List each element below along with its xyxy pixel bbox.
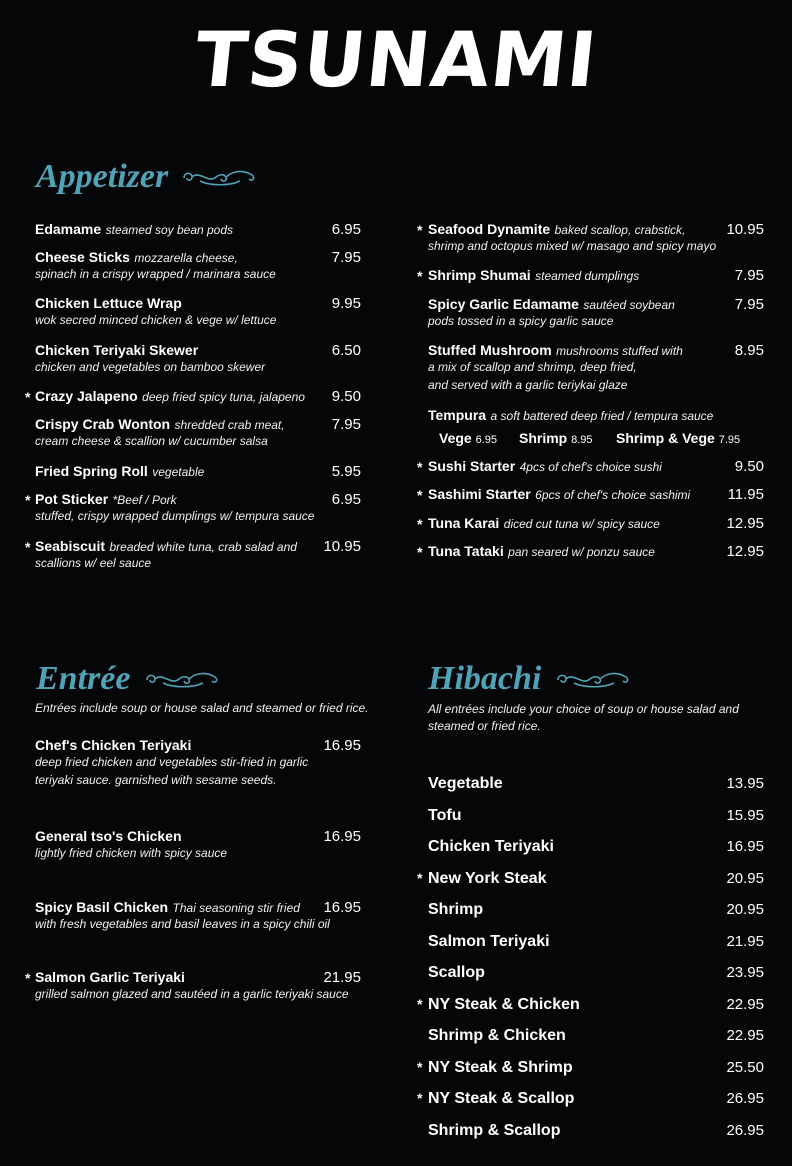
item-description: mozzarella cheese,	[134, 251, 238, 265]
hibachi-section-title	[428, 662, 635, 696]
hibachi-note-2: steamed or fried rice.	[428, 719, 541, 733]
hibachi-item-price: 20.95	[726, 901, 764, 918]
hibachi-item-price: 13.95	[726, 775, 764, 792]
item-price: 7.95	[331, 249, 361, 266]
item-price: 6.95	[331, 221, 361, 238]
item-name: Stuffed Mushroom	[428, 342, 552, 358]
item-price: 6.50	[331, 342, 361, 359]
menu-item	[35, 829, 182, 845]
item-name: Tuna Karai	[428, 515, 500, 531]
item-star: *	[25, 492, 31, 508]
item-description: steamed soy bean pods	[105, 223, 234, 237]
entree-title-text: Entrée	[36, 660, 131, 697]
item-price: 21.95	[323, 969, 361, 986]
item-name: Chef's Chicken Teriyaki	[35, 737, 192, 753]
hibachi-item-price: 22.95	[726, 1027, 764, 1044]
menu-item	[35, 296, 182, 312]
item-name: Spicy Garlic Edamame	[428, 296, 579, 312]
hibachi-item-name: Shrimp & Scallop	[428, 1122, 561, 1139]
hibachi-item-price: 25.50	[726, 1059, 764, 1076]
item-star: *	[417, 544, 423, 560]
item-description-line: scallions w/ eel sauce	[35, 556, 152, 570]
hibachi-note: All entrées include your choice of soup or house salad and	[428, 702, 739, 716]
item-description-line: and served with a garlic teriykai glaze	[428, 378, 628, 392]
item-star: *	[417, 268, 423, 284]
item-star: *	[25, 539, 31, 555]
item-star: *	[417, 1059, 423, 1075]
item-star: *	[417, 870, 423, 886]
item-name: Tuna Tataki	[428, 543, 504, 559]
item-description: vegetable	[152, 465, 205, 479]
menu-item	[428, 516, 660, 532]
menu-item	[35, 417, 285, 433]
menu-item	[428, 268, 639, 284]
ornamental-flourish-icon	[553, 668, 635, 690]
menu-item	[35, 464, 204, 480]
item-name: Chicken Lettuce Wrap	[35, 295, 182, 311]
hibachi-item-name: New York Steak	[428, 870, 547, 887]
menu-item	[428, 297, 675, 313]
item-description-line: lightly fried chicken with spicy sauce	[35, 846, 228, 860]
item-price: 10.95	[323, 538, 361, 555]
item-price: 16.95	[323, 737, 361, 754]
tempura-option	[519, 430, 593, 446]
item-price: 9.50	[734, 458, 764, 475]
menu-item	[428, 222, 685, 238]
brand-logo: TSUNAMI	[190, 15, 602, 104]
ornamental-flourish-icon	[180, 166, 260, 188]
item-description-line: teriyaki sauce. garnished with sesame seeds.	[35, 773, 277, 787]
appetizer-section-title	[36, 160, 260, 194]
hibachi-item-price: 22.95	[726, 996, 764, 1013]
menu-item	[35, 738, 191, 754]
item-description-line: cream cheese & scallion w/ cucumber salsa	[35, 434, 268, 448]
item-name: Tempura	[428, 407, 487, 423]
hibachi-item-name: Shrimp & Chicken	[428, 1027, 566, 1044]
item-description-line: spinach in a crispy wrapped / marinara sauce	[35, 267, 276, 281]
item-price: 5.95	[331, 463, 361, 480]
item-name: Sashimi Starter	[428, 486, 531, 502]
item-description-line: chicken and vegetables on bamboo skewer	[35, 360, 266, 374]
hibachi-item-price: 26.95	[726, 1090, 764, 1107]
item-name: Sushi Starter	[428, 458, 516, 474]
item-description: diced cut tuna w/ spicy sauce	[503, 517, 660, 531]
item-star: *	[417, 222, 423, 238]
item-star: *	[417, 459, 423, 475]
item-name: Pot Sticker	[35, 491, 109, 507]
tempura-option-name: Vege	[439, 430, 472, 446]
item-price: 12.95	[726, 543, 764, 560]
hibachi-item-name: Shrimp	[428, 901, 484, 918]
menu-item	[428, 408, 713, 424]
hibachi-item-price: 15.95	[726, 807, 764, 824]
item-name: Edamame	[35, 221, 102, 237]
item-description: sautéed soybean	[583, 298, 675, 312]
tempura-option	[439, 430, 497, 446]
item-description: *Beef / Pork	[112, 493, 177, 507]
item-name: Cheese Sticks	[35, 249, 130, 265]
item-name: Fried Spring Roll	[35, 463, 148, 479]
item-description: mushrooms stuffed with	[556, 344, 683, 358]
item-description-line: shrimp and octopus mixed w/ masago and spicy mayo	[428, 239, 717, 253]
item-name: Crazy Jalapeno	[35, 388, 138, 404]
item-price: 6.95	[331, 491, 361, 508]
menu-item	[428, 487, 690, 503]
hibachi-item-price: 16.95	[726, 838, 764, 855]
item-price: 9.95	[331, 295, 361, 312]
hibachi-title-text: Hibachi	[428, 660, 542, 697]
item-price: 10.95	[726, 221, 764, 238]
item-price: 7.95	[331, 416, 361, 433]
tempura-option-name: Shrimp	[519, 430, 568, 446]
hibachi-item-name: Chicken Teriyaki	[428, 838, 554, 855]
tempura-option-price: 6.95	[475, 434, 498, 446]
item-description-line: a mix of scallop and shrimp, deep fried,	[428, 360, 637, 374]
item-description: pan seared w/ ponzu sauce	[508, 545, 655, 559]
item-name: Seabiscuit	[35, 538, 106, 554]
hibachi-item-name: NY Steak & Scallop	[428, 1090, 575, 1107]
item-description: 6pcs of chef's choice sashimi	[535, 488, 691, 502]
item-price: 12.95	[726, 515, 764, 532]
hibachi-item-name: Vegetable	[428, 775, 503, 792]
item-description: shredded crab meat,	[174, 418, 285, 432]
item-name: Crispy Crab Wonton	[35, 416, 171, 432]
hibachi-item-name: Scallop	[428, 964, 485, 981]
menu-item	[35, 492, 177, 508]
tempura-option-price: 8.95	[571, 434, 593, 446]
hibachi-item-name: Salmon Teriyaki	[428, 933, 550, 950]
hibachi-item-price: 21.95	[726, 933, 764, 950]
item-star: *	[25, 970, 31, 986]
item-description: deep fried spicy tuna, jalapeno	[142, 390, 305, 404]
item-price: 11.95	[727, 486, 764, 503]
menu-item	[428, 459, 662, 475]
menu-item	[35, 900, 300, 916]
menu-item	[428, 343, 683, 359]
hibachi-item-price: 20.95	[726, 870, 764, 887]
item-price: 16.95	[323, 828, 361, 845]
item-description: steamed dumplings	[535, 269, 640, 283]
item-star: *	[417, 996, 423, 1012]
item-price: 7.95	[734, 296, 764, 313]
item-price: 8.95	[734, 342, 764, 359]
item-description: 4pcs of chef's choice sushi	[519, 460, 662, 474]
item-description: a soft battered deep fried / tempura sauce	[490, 409, 714, 423]
tempura-option-price: 7.95	[718, 434, 741, 446]
menu-item	[35, 343, 198, 359]
item-name: Shrimp Shumai	[428, 267, 531, 283]
item-description-line: grilled salmon glazed and sautéed in a garlic teriyaki sauce	[35, 987, 349, 1001]
item-star: *	[417, 487, 423, 503]
item-description-line: wok secred minced chicken & vege w/ lettuce	[35, 313, 277, 327]
menu-item	[35, 970, 185, 986]
item-description: breaded white tuna, crab salad and	[109, 540, 297, 554]
item-description: baked scallop, crabstick,	[554, 223, 686, 237]
menu-item	[35, 222, 233, 238]
tempura-option-name: Shrimp & Vege	[616, 430, 715, 446]
item-name: Spicy Basil Chicken	[35, 899, 169, 915]
entree-section-title	[36, 662, 224, 696]
hibachi-item-name: Tofu	[428, 807, 462, 824]
menu-item	[35, 539, 297, 555]
item-name: Chicken Teriyaki Skewer	[35, 342, 199, 358]
menu-item	[35, 389, 305, 405]
item-price: 9.50	[331, 388, 361, 405]
item-description: Thai seasoning stir fried	[172, 901, 300, 915]
menu-item	[35, 250, 238, 266]
item-description-line: deep fried chicken and vegetables stir-fried in garlic	[35, 755, 309, 769]
item-description-line: pods tossed in a spicy garlic sauce	[428, 314, 614, 328]
item-star: *	[417, 1090, 423, 1106]
item-description-line: with fresh vegetables and basil leaves in a spicy chili oil	[35, 917, 330, 931]
appetizer-title-text: Appetizer	[36, 158, 169, 195]
menu-item	[428, 544, 655, 560]
item-description-line: stuffed, crispy wrapped dumplings w/ tempura sauce	[35, 509, 315, 523]
hibachi-item-price: 26.95	[726, 1122, 764, 1139]
item-price: 16.95	[323, 899, 361, 916]
item-name: Salmon Garlic Teriyaki	[35, 969, 185, 985]
hibachi-item-price: 23.95	[726, 964, 764, 981]
tempura-option	[616, 430, 740, 446]
item-star: *	[417, 516, 423, 532]
ornamental-flourish-icon	[142, 668, 224, 690]
entree-note: Entrées include soup or house salad and steamed or fried rice.	[35, 701, 369, 715]
hibachi-item-name: NY Steak & Chicken	[428, 996, 580, 1013]
hibachi-item-name: NY Steak & Shrimp	[428, 1059, 573, 1076]
item-name: General tso's Chicken	[35, 828, 182, 844]
item-name: Seafood Dynamite	[428, 221, 551, 237]
item-star: *	[25, 389, 31, 405]
item-price: 7.95	[734, 267, 764, 284]
